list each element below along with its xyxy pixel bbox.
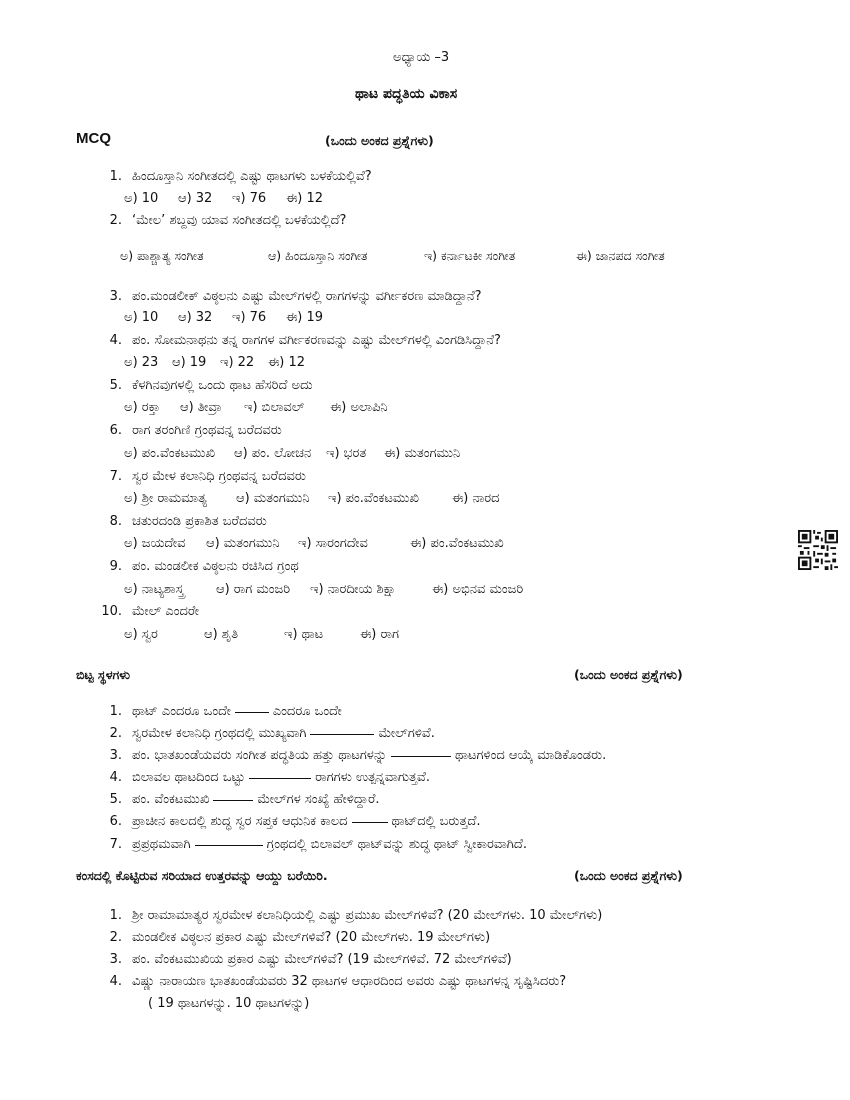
fill-item-7: 7. ಪ್ರಪ್ರಥಮವಾಗಿ ಗ್ರಂಥದಲ್ಲಿ ಬಿಲಾವಲ್ ಥಾಟ್‌ವನ್ನು ಶುದ್ಧ ಥಾಟ್ ಸ್ವೀಕಾರವಾಗಿದೆ. xyxy=(109,837,527,852)
bracket-item-4-options: ( 19 ಥಾಟಗಳನ್ನು. 10 ಥಾಟಗಳನ್ನು) xyxy=(148,996,310,1011)
mcq-options-3: ಅ) 10 ಆ) 32 ಇ) 76 ಈ) 19 xyxy=(124,310,324,325)
fill-item-6: 6. ಪ್ರಾಚೀನ ಕಾಲದಲ್ಲಿ ಶುದ್ಧ ಸ್ವರ ಸಪ್ತಕ ಆಧುನಿಕ ಕಾಲದ ಥಾಟ್‌ದಲ್ಲಿ ಬರುತ್ತದೆ. xyxy=(109,814,481,829)
mcq-options-5: ಅ) ರಕ್ತಾ ಆ) ತೀವ್ರಾ ಇ) ಬಿಲಾವಲ್ ಈ) ಅಲಾಪಿನಿ xyxy=(124,400,388,415)
mcq-options-8: ಅ) ಜಯದೇವ ಆ) ಮತಂಗಮುನಿ ಇ) ಸಾರಂಗದೇವ ಈ) ಪಂ.ವೆಂಕಟಮುಖಿ xyxy=(124,536,504,551)
mcq-question-6: 6. ರಾಗ ತರಂಗಿಣಿ ಗ್ರಂಥವನ್ನ ಬರೆದವರು xyxy=(109,423,282,438)
fill-item-5: 5. ಪಂ. ವೆಂಕಟಮುಖಿ ಮೇಲ್‌ಗಳ ಸಂಖ್ಯೆ ಹೇಳಿದ್ದಾರೆ. xyxy=(109,792,380,807)
bracket-item-4: 4. ವಿಷ್ಣು ನಾರಾಯಣ ಭಾತಖಂಡೆಯವರು 32 ಥಾಟಗಳ ಆಧಾರದಿಂದ ಅವರು ಎಷ್ಟು ಥಾಟಗಳನ್ನ ಸೃಷ್ಟಿಸಿದರು? xyxy=(109,974,567,989)
blank-line xyxy=(195,844,263,846)
mcq-question-7: 7. ಸ್ವರ ಮೇಳ ಕಲಾನಿಧಿ ಗ್ರಂಥವನ್ನ ಬರೆದವರು xyxy=(109,469,306,484)
mcq-options-1: ಅ) 10 ಆ) 32 ಇ) 76 ಈ) 12 xyxy=(124,191,324,206)
blank-line xyxy=(249,777,311,779)
fill-blanks-label: ಬಿಟ್ಟ ಸ್ಥಳಗಳು xyxy=(76,667,131,682)
bracket-section-marks: (ಒಂದು ಅಂಕದ ಪ್ರಶ್ನೆಗಳು) xyxy=(574,868,683,883)
mcq-question-9: 9. ಪಂ. ಮಂಡಲೀಕ ವಿಠ್ಠಲನು ರಚಿಸಿದ ಗ್ರಂಥ xyxy=(109,559,299,574)
blank-line xyxy=(391,755,451,757)
fill-item-2: 2. ಸ್ವರಮೇಳ ಕಲಾನಿಧಿ ಗ್ರಂಥದಲ್ಲಿ ಮುಖ್ಯವಾಗಿ ಮೇಲ್‌ಗಳಿವೆ. xyxy=(109,726,435,741)
mcq-question-5: 5. ಕೆಳಗಿನವುಗಳಲ್ಲಿ ಒಂದು ಥಾಟ ಹೆಸರಿದೆ ಅದು xyxy=(109,378,313,393)
mcq-marks: (ಒಂದು ಅಂಕದ ಪ್ರಶ್ನೆಗಳು) xyxy=(325,133,434,148)
mcq-options-9: ಅ) ನಾಟ್ಯಶಾಸ್ತ್ರ ಆ) ರಾಗ ಮಂಜರಿ ಇ) ನಾರದೀಯ ಶಿಕ್ಷಾ ಈ) ಅಭಿನವ ಮಂಜರಿ xyxy=(124,582,524,597)
mcq-question-2: 2. ‘ಮೇಲ’ ಶಬ್ದವು ಯಾವ ಸಂಗೀತದಲ್ಲಿ ಬಳಕೆಯಲ್ಲಿದೆ? xyxy=(109,213,347,228)
qr-code-icon xyxy=(798,530,838,570)
bracket-item-2: 2. ಮಂಡಲೀಕ ವಿಠ್ಠಲನ ಪ್ರಕಾರ ಎಷ್ಟು ಮೇಲ್‌ಗಳಿವೆ? (20 ಮೇಲ್‌ಗಳು. 19 ಮೇಲ್‌ಗಳು) xyxy=(109,930,491,945)
mcq-question-8: 8. ಚತುರದಂಡಿ ಪ್ರಕಾಶಿತ ಬರೆದವರು xyxy=(109,514,267,529)
mcq-options-6: ಅ) ಪಂ.ವೆಂಕಟಮುಖಿ ಆ) ಪಂ. ಲೋಚನ ಇ) ಭರತ ಈ) ಮತಂಗಮುನಿ xyxy=(124,446,461,461)
mcq-options-7: ಅ) ಶ್ರೀ ರಾಮಮಾತ್ಯ ಆ) ಮತಂಗಮುನಿ ಇ) ಪಂ.ವೆಂಕಟಮುಖಿ ಈ) ನಾರದ xyxy=(124,491,500,506)
mcq-options-10: ಅ) ಸ್ವರ ಆ) ಶೃತಿ ಇ) ಥಾಟ ಈ) ರಾಗ xyxy=(124,627,399,642)
blank-line xyxy=(235,711,269,713)
mcq-question-10: 10. ಮೇಲ್ ಎಂದರೇ xyxy=(101,604,200,619)
mcq-question-4: 4. ಪಂ. ಸೋಮನಾಥನು ತನ್ನ ರಾಗಗಳ ವರ್ಗೀಕರಣವನ್ನು ಎಷ್ಟು ಮೇಲ್‌ಗಳಲ್ಲಿ ವಿಂಗಡಿಸಿದ್ದಾನೆ? xyxy=(109,333,501,348)
blank-line xyxy=(213,799,253,801)
mcq-question-1: 1. ಹಿಂದೂಸ್ತಾನಿ ಸಂಗೀತದಲ್ಲಿ ಎಷ್ಟು ಥಾಟಗಳು ಬಳಕೆಯಲ್ಲಿವೆ? xyxy=(109,169,372,184)
page-title: ಥಾಟ ಪದ್ಧತಿಯ ವಿಕಾಸ xyxy=(355,86,458,102)
bracket-item-1: 1. ಶ್ರೀ ರಾಮಾಮಾತ್ಯರ ಸ್ವರಮೇಳ ಕಲಾನಿಧಿಯಲ್ಲಿ ಎಷ್ಟು ಪ್ರಮುಖ ಮೇಲ್‌ಗಳಿವೆ? (20 ಮೇಲ್‌ಗಳು. 10 ಮೇಲ್‌ಗಳು) xyxy=(109,908,603,923)
fill-item-3: 3. ಪಂ. ಭಾತಖಂಡೆಯವರು ಸಂಗೀತ ಪದ್ಧತಿಯ ಹತ್ತು ಥಾಟಗಳನ್ನು ಥಾಟಗಳಿಂದ ಆಯ್ಕೆ ಮಾಡಿಕೊಂಡರು. xyxy=(109,748,607,763)
mcq-options-4: ಅ) 23 ಆ) 19 ಇ) 22 ಈ) 12 xyxy=(124,355,306,370)
mcq-label: MCQ xyxy=(76,130,111,147)
bracket-item-3: 3. ಪಂ. ವೆಂಕಟಮುಖಿಯ ಪ್ರಕಾರ ಎಷ್ಟು ಮೇಲ್‌ಗಳಿವೆ? (19 ಮೇಲ್‌ಗಳಿವೆ. 72 ಮೇಲ್‌ಗಳಿವೆ) xyxy=(109,952,512,967)
mcq-question-3: 3. ಪಂ.ಮಂಡಲೀಕ್ ವಿಠ್ಠಲನು ಎಷ್ಟು ಮೇಲ್‌ಗಳಲ್ಲಿ ರಾಗಗಳನ್ನು ವರ್ಗೀಕರಣ ಮಾಡಿದ್ದಾನೆ? xyxy=(109,289,482,304)
mcq-options-2: ಅ) ಪಾಶ್ಚಾತ್ಯ ಸಂಗೀತ ಆ) ಹಿಂದೂಸ್ತಾನಿ ಸಂಗೀತ ಇ) ಕರ್ನಾಟಕೀ ಸಂಗೀತ ಈ) ಜಾನಪದ ಸಂಗೀತ xyxy=(120,248,665,263)
fill-item-4: 4. ಬಿಲಾವಲ ಥಾಟದಿಂದ ಒಟ್ಟು ರಾಗಗಳು ಉತ್ಪನ್ನವಾಗುತ್ತವೆ. xyxy=(109,770,430,785)
blank-line xyxy=(310,733,374,735)
fill-blanks-marks: (ಒಂದು ಅಂಕದ ಪ್ರಶ್ನೆಗಳು) xyxy=(574,667,683,682)
blank-line xyxy=(352,821,388,823)
bracket-section-label: ಕಂಸದಲ್ಲಿ ಕೊಟ್ಟಿರುವ ಸರಿಯಾದ ಉತ್ತರವನ್ನು ಆಯ್ದು ಬರೆಯಿರಿ. xyxy=(76,868,328,883)
chapter-label: ಅಧ್ಯಾಯ –3 xyxy=(393,50,450,65)
fill-item-1: 1. ಥಾಟ್ ಎಂದರೂ ಒಂದೇ ಎಂದರೂ ಒಂದೇ xyxy=(109,704,342,719)
